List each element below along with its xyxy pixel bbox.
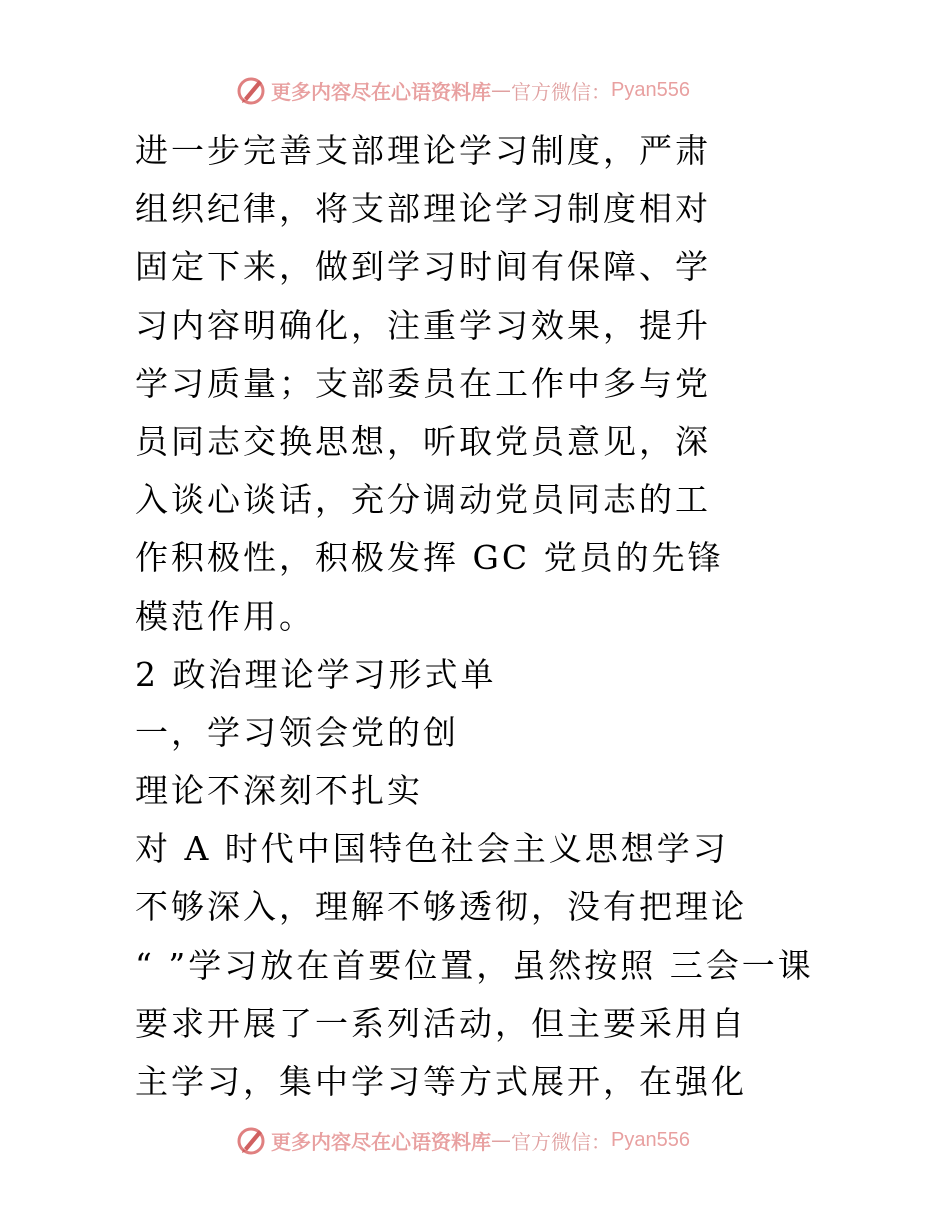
pen-logo-icon: [235, 74, 267, 106]
text-line: 要求开展了一系列活动，但主要采用自: [135, 1003, 747, 1043]
text-line: 不够深入，理解不够透彻，没有把理论: [135, 887, 747, 927]
watermark-dash: —: [491, 1128, 511, 1152]
watermark-brand: 更多内容尽在心语资料库: [271, 79, 491, 104]
watermark-official-label: 官方微信：: [511, 79, 611, 104]
watermark-brand: 更多内容尽在心语资料库: [271, 1129, 491, 1154]
text-line: 作积极性，积极发挥 GC 党员的先锋: [135, 538, 724, 578]
document-body: [135, 122, 835, 1111]
text-line: 固定下来，做到学习时间有保障、学: [135, 247, 711, 287]
text-line: “ ”学习放在首要位置，虽然按照 三会一课: [135, 945, 814, 985]
text-line: 理论不深刻不扎实: [135, 771, 423, 811]
subsection-heading: 一，学习领会党的创: [135, 712, 459, 752]
text-line: 模范作用。: [135, 596, 315, 636]
text-line: 习内容明确化，注重学习效果，提升: [135, 305, 711, 345]
section-heading: 2 政治理论学习形式单: [135, 654, 497, 694]
text-line: 学习质量；支部委员在工作中多与党: [135, 363, 711, 403]
text-line: 主学习，集中学习等方式展开，在强化: [135, 1062, 747, 1101]
text-line: 员同志交换思想，听取党员意见，深: [135, 421, 711, 461]
watermark-wechat-id: Pyan556: [611, 1128, 690, 1151]
text-line: 入谈心谈话，充分调动党员同志的工: [135, 480, 711, 520]
text-line: 组织纪律，将支部理论学习制度相对: [135, 189, 711, 229]
watermark-header: [235, 73, 690, 107]
watermark-wechat-id: Pyan556: [611, 78, 690, 101]
watermark-footer: [235, 1123, 690, 1157]
text-line: 对 A 时代中国特色社会主义思想学习: [135, 829, 729, 869]
text-line: 进一步完善支部理论学习制度，严肃: [135, 131, 711, 170]
pen-logo-icon: [235, 1124, 267, 1156]
watermark-official-label: 官方微信：: [511, 1129, 611, 1154]
watermark-dash: —: [491, 78, 511, 102]
